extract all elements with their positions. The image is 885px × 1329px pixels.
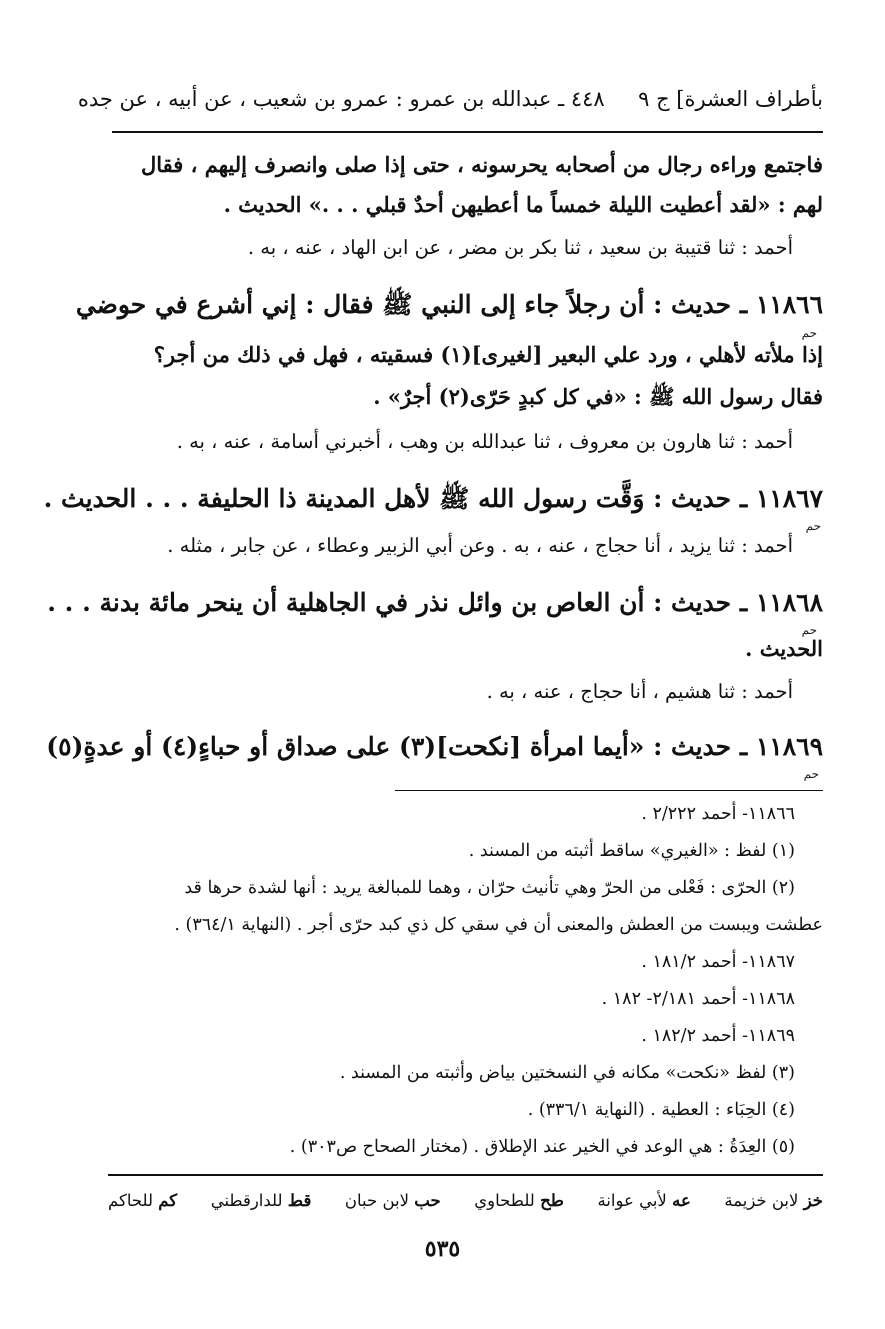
body-line-5: الحديث . [745, 636, 823, 661]
abbr-item: كم للحاكم [108, 1191, 178, 1210]
hadith-mark-1: حم [801, 326, 817, 340]
footnote-line-7: ١١٨٦٩- أحمد ١٨٢/٢ . [641, 1026, 795, 1046]
footnote-line-8: (٣) لفظ «نكحت» مكانه في النسختين بياض وأثبته من المسند . [339, 1063, 795, 1083]
hadith-11869-heading: ١١٨٦٩ ـ حديث : «أيما امرأة [نكحت](٣) على صداق أو حباءٍ(٤) أو عدةٍ(٥) [46, 732, 823, 761]
abbr-item: خز لابن خزيمة [724, 1191, 823, 1210]
body-line-2: لهم : «لقد أعطيت الليلة خمساً ما أعطيهن أحدٌ قبلي . . .» الحديث . [223, 192, 823, 217]
abbr-item: حب لابن حبان [344, 1191, 441, 1210]
isnad-line-3: أحمد : ثنا يزيد ، أنا حجاج ، عنه ، به . وعن أبي الزبير وعطاء ، عن جابر ، مثله . [167, 534, 793, 557]
footnote-line-3: (٢) الحرّى : فَعْلى من الحرّ وهي تأنيث حرّان ، وهما للمبالغة يريد : أنها لشدة حرها قد [184, 878, 795, 898]
body-line-3: إذا ملأته لأهلي ، ورد علي البعير [لغيرى](١) فسقيته ، فهل في ذلك من أجر؟ [153, 342, 823, 367]
hadith-mark-4: حم [803, 767, 819, 781]
isnad-line-1: أحمد : ثنا قتيبة بن سعيد ، ثنا بكر بن مضر ، عن ابن الهاد ، عنه ، به . [247, 236, 793, 259]
footnote-line-5: ١١٨٦٧- أحمد ١٨١/٢ . [641, 952, 795, 972]
footnote-line-9: (٤) الحِبَاء : العطية . (النهاية ٣٣٦/١) . [527, 1100, 795, 1120]
abbreviations-key [108, 1186, 823, 1216]
footnote-line-1: ١١٨٦٦- أحمد ٢/٢٢٢ . [641, 804, 795, 824]
hadith-mark-2: حم [805, 519, 821, 533]
isnad-line-2: أحمد : ثنا هارون بن معروف ، ثنا عبدالله بن وهب ، أخبرني أسامة ، عنه ، به . [176, 430, 793, 453]
abbr-item: قط للدارقطني [210, 1191, 312, 1210]
header-rule [112, 131, 823, 133]
page-number: ٥٣٥ [424, 1236, 461, 1262]
header-text: بأطراف العشرة] ج ٩ ٤٤٨ ـ عبدالله بن عمرو : عمرو بن شعيب ، عن أبيه ، عن جده [77, 87, 823, 111]
hadith-11866-heading: ١١٨٦٦ ـ حديث : أن رجلاً جاء إلى النبي ﷺ فقال : إني أشرع في حوضي [75, 290, 823, 319]
footnote-line-2: (١) لفظ : «الغيري» ساقط أثبته من المسند . [468, 841, 795, 861]
hadith-11868-heading: ١١٨٦٨ ـ حديث : أن العاص بن وائل نذر في الجاهلية أن ينحر مائة بدنة . . . [47, 588, 823, 617]
body-line-1: فاجتمع وراءه رجال من أصحابه يحرسونه ، حتى إذا صلى وانصرف إليهم ، فقال [141, 152, 823, 177]
abbr-item: طح للطحاوي [474, 1191, 564, 1210]
hadith-11867-heading: ١١٨٦٧ ـ حديث : وَقَّت رسول الله ﷺ لأهل المدينة ذا الحليفة . . . الحديث . [43, 484, 823, 513]
abbreviations-rule [108, 1174, 823, 1176]
running-header [77, 84, 823, 114]
footnote-rule [395, 790, 823, 791]
footnote-line-10: (٥) العِدَةُ : هي الوعد في الخير عند الإطلاق . (مختار الصحاح ص٣٠٣) . [289, 1137, 795, 1157]
footnote-line-6: ١١٨٦٨- أحمد ٢/١٨١- ١٨٢ . [601, 989, 795, 1009]
body-line-4: فقال رسول الله ﷺ : «في كل كبدٍ حَرّى(٢) أجرٌ» . [373, 384, 823, 409]
hadith-mark-3: حم [801, 623, 817, 637]
isnad-line-4: أحمد : ثنا هشيم ، أنا حجاج ، عنه ، به . [486, 680, 793, 703]
abbr-item: عه لأبي عوانة [597, 1191, 691, 1210]
footnote-line-4: عطشت ويبست من العطش والمعنى أن في سقي كل ذي كبد حرّى أجر . (النهاية ٣٦٤/١) . [174, 915, 823, 935]
